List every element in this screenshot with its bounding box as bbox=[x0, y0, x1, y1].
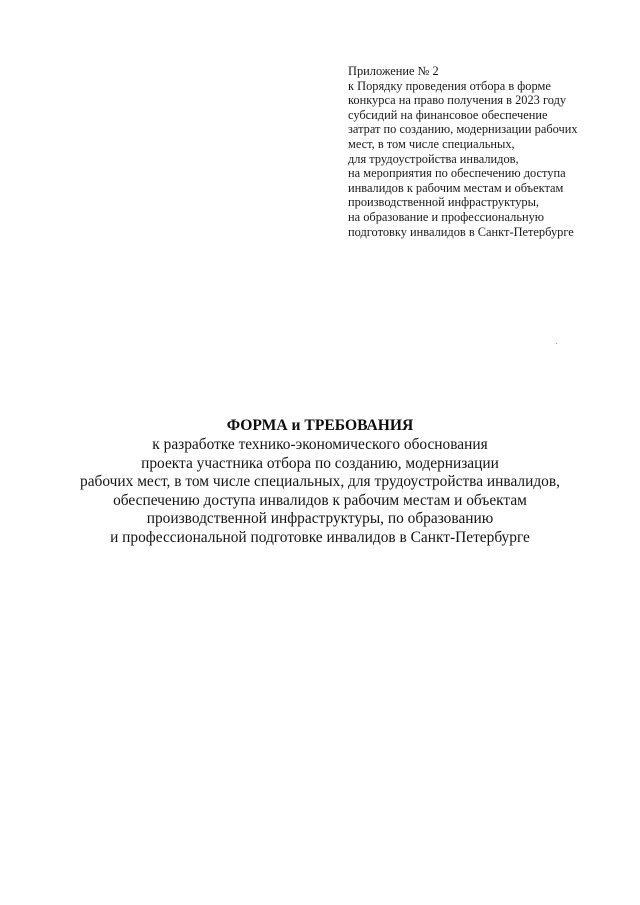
appendix-line: производственной инфраструктуры, bbox=[348, 195, 540, 210]
appendix-number: Приложение № 2 bbox=[348, 64, 439, 78]
appendix-line: к Порядку проведения отбора в форме bbox=[348, 78, 551, 93]
heading-subtitle-line: к разработке технико-экономического обоснования bbox=[152, 436, 488, 453]
appendix-line: на мероприятия по обеспечению доступа bbox=[348, 166, 566, 181]
heading-subtitle-line: проекта участника отбора по созданию, модернизации bbox=[141, 454, 499, 472]
appendix-reference-block bbox=[348, 64, 628, 239]
document-heading bbox=[0, 416, 640, 548]
appendix-line: на образование и профессиональную bbox=[348, 209, 545, 224]
appendix-line: инвалидов к рабочим местам и объектам bbox=[348, 180, 564, 195]
appendix-line: для трудоустройства инвалидов, bbox=[348, 151, 519, 166]
heading-subtitle-line: и профессиональной подготовке инвалидов в Санкт-Петербурге bbox=[110, 528, 530, 546]
document-title: ФОРМА и ТРЕБОВАНИЯ bbox=[226, 417, 414, 434]
appendix-line: затрат по созданию, модернизации рабочих bbox=[348, 122, 578, 137]
appendix-line: субсидий на финансовое обеспечение bbox=[348, 107, 548, 122]
appendix-line: мест, в том числе специальных, bbox=[348, 136, 515, 151]
scan-speck bbox=[556, 343, 557, 344]
appendix-line: конкурса на право получения в 2023 году bbox=[348, 93, 567, 108]
heading-subtitle-line: рабочих мест, в том числе специальных, для трудоустройства инвалидов, bbox=[80, 473, 560, 491]
appendix-line: подготовку инвалидов в Санкт-Петербурге bbox=[348, 224, 574, 239]
heading-subtitle-line: производственной инфраструктуры, по образованию bbox=[146, 510, 494, 528]
heading-subtitle-line: обеспечению доступа инвалидов к рабочим местам и объектам bbox=[113, 491, 527, 509]
